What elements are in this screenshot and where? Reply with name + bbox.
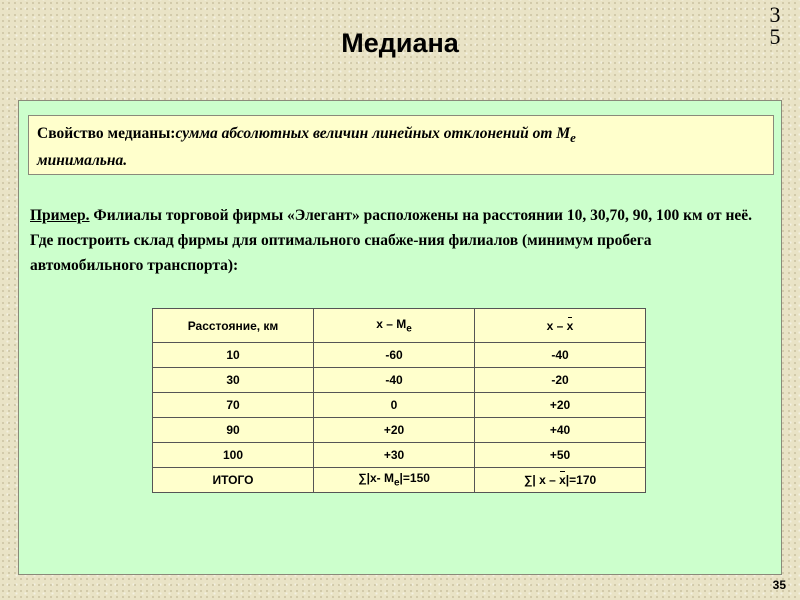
table-header-row — [153, 309, 646, 343]
property-subscript: е — [570, 130, 576, 146]
table-cell: 0 — [314, 393, 475, 418]
table-cell: -40 — [314, 368, 475, 393]
table-cell: +40 — [475, 418, 646, 443]
header-deviation-mean: x – x — [475, 309, 646, 343]
header-distance: Расстояние, км — [153, 309, 314, 343]
example-text: Филиалы торговой фирмы «Элегант» расположены на расстоянии 10, 30,70, 90, 100 км от неё. Где построить склад фирмы для оптимального снабже-ния филиалов (минимум пробега автомобильного транспорта): — [30, 207, 753, 274]
total-label: ИТОГО — [153, 468, 314, 493]
property-definition: сумма абсолютных величин линейных отклонений от М — [175, 125, 571, 142]
table-cell: 100 — [153, 443, 314, 468]
table-cell: +20 — [314, 418, 475, 443]
table-cell: -20 — [475, 368, 646, 393]
total-mean-sum: ∑| x – x|=170 — [475, 468, 646, 493]
table-cell: +30 — [314, 443, 475, 468]
table-cell: +20 — [475, 393, 646, 418]
slide-title: Медиана — [341, 28, 459, 58]
table-row — [153, 393, 646, 418]
example-label: Пример. — [30, 207, 90, 224]
table-cell: -40 — [475, 343, 646, 368]
total-median-sum: ∑|x- $M_e|=150$ — [314, 468, 475, 493]
table-row — [153, 418, 646, 443]
table-cell: 30 — [153, 368, 314, 393]
slide-number-top-digit-2: 5 — [769, 24, 781, 49]
example-paragraph — [30, 203, 765, 278]
table-row — [153, 443, 646, 468]
median-property-box — [28, 115, 774, 175]
table-cell: 70 — [153, 393, 314, 418]
table-row — [153, 368, 646, 393]
slide-number-bottom: 35 — [772, 578, 786, 592]
table-cell: -60 — [314, 343, 475, 368]
table-row — [153, 343, 646, 368]
slide-number-top-digit-1: 3 — [769, 2, 781, 27]
table-cell: 10 — [153, 343, 314, 368]
property-label: Свойство медианы: — [37, 125, 176, 142]
header-deviation-median: x – $M_e$ — [314, 309, 475, 343]
property-line2: минимальна. — [37, 152, 128, 170]
table-total-row — [153, 468, 646, 493]
deviations-table — [152, 308, 646, 493]
table-cell: +50 — [475, 443, 646, 468]
table-cell: 90 — [153, 418, 314, 443]
